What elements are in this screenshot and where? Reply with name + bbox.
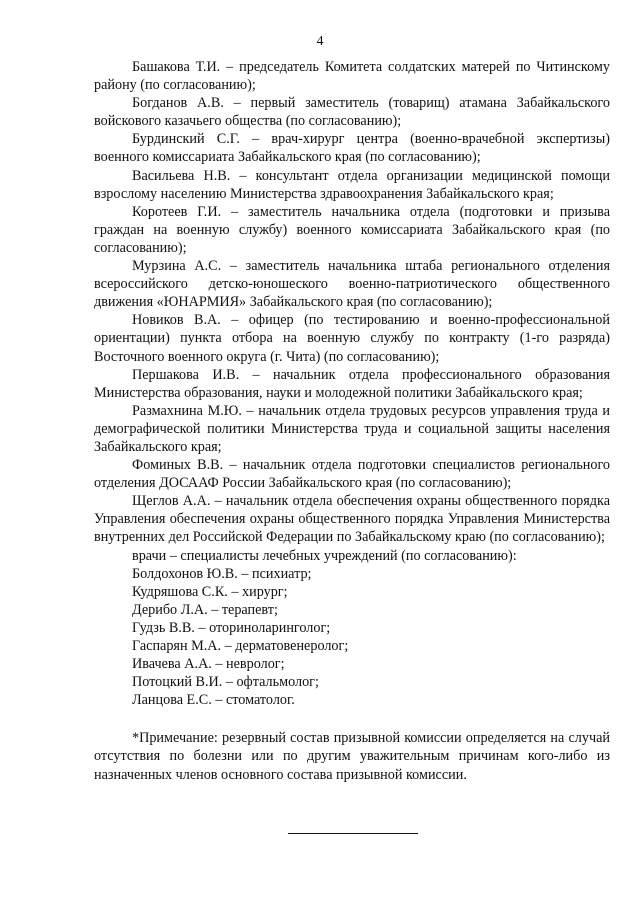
document-body xyxy=(94,58,610,784)
doctor-entry: Потоцкий В.И. – офтальмолог; xyxy=(132,674,319,691)
member-entry-razmakhnina: Размахнина М.Ю. – начальник отдела трудовых ресурсов управления труда и демографической политики Министерства труда и социальной защиты населения Забайкальского края; xyxy=(94,402,610,455)
member-entry-pershakova: Першакова И.В. – начальник отдела профессионального образования Министерства образования, науки и молодежной политики Забайкальского края; xyxy=(94,366,610,401)
member-entry-bogdanov: Богданов А.В. – первый заместитель (товарищ) атамана Забайкальского войскового казачьего общества (по согласованию); xyxy=(94,95,610,130)
doctor-entry: Болдохонов Ю.В. – психиатр; xyxy=(132,565,312,582)
member-entry-koroteev: Коротеев Г.И. – заместитель начальника отдела (подготовки и призыва граждан на военную службу) военного комиссариата Забайкальского края (по согласованию); xyxy=(94,203,610,256)
spacer xyxy=(94,709,610,729)
doctor-entry: Ивачева А.А. – невролог; xyxy=(132,656,285,673)
footnote-note: *Примечание: резервный состав призывной комиссии определяется на случай отсутствия по болезни или по другим уважительным причинам кого-либо из назначенных членов основного состава призывной комиссии. xyxy=(94,730,610,783)
member-entry-bashakova: Башакова Т.И. – председатель Комитета солдатских матерей по Читинскому району (по согласованию); xyxy=(94,59,610,94)
member-entry-murzina: Мурзина А.С. – заместитель начальника штаба регионального отделения всероссийского детско-юношеского военно-патриотического общественного движения «ЮНАРМИЯ» Забайкальского края (по согласованию); xyxy=(94,258,610,311)
member-entry-vasilyeva: Васильева Н.В. – консультант отдела организации медицинской помощи взрослому населению Министерства здравоохранения Забайкальского края; xyxy=(94,167,610,202)
member-entry-shcheglov: Щеглов А.А. – начальник отдела обеспечения охраны общественного порядка Управления обеспечения охраны общественного порядка Управления Министерства внутренних дел Российской Федерации по Забайкальскому краю (по согласованию); xyxy=(94,493,610,546)
end-divider-line xyxy=(288,833,418,834)
member-entry-burdinsky: Бурдинский С.Г. – врач-хирург центра (военно-врачебной экспертизы) военного комиссариата Забайкальского края (по согласованию); xyxy=(94,131,610,166)
page-number: 4 xyxy=(316,34,324,49)
doctors-heading: врачи – специалисты лечебных учреждений (по согласованию): xyxy=(132,547,517,564)
member-entry-novikov: Новиков В.А. – офицер (по тестированию и военно-профессиональной ориентации) пункта отбора на военную службу по контракту (1-го разряда) Восточного военного округа (г. Чита) (по согласованию); xyxy=(94,312,610,365)
doctor-entry: Ланцова Е.С. – стоматолог. xyxy=(132,692,295,709)
member-entry-fominykh: Фоминых В.В. – начальник отдела подготовки специалистов регионального отделения ДОСААФ России Забайкальского края (по согласованию); xyxy=(94,457,610,492)
doctor-entry: Кудряшова С.К. – хирург; xyxy=(132,583,288,600)
doctor-entry: Гаспарян М.А. – дерматовенеролог; xyxy=(132,638,349,654)
doctor-entry: Гудзь В.В. – оториноларинголог; xyxy=(132,619,331,636)
doctor-entry: Дерибо Л.А. – терапевт; xyxy=(132,601,278,618)
